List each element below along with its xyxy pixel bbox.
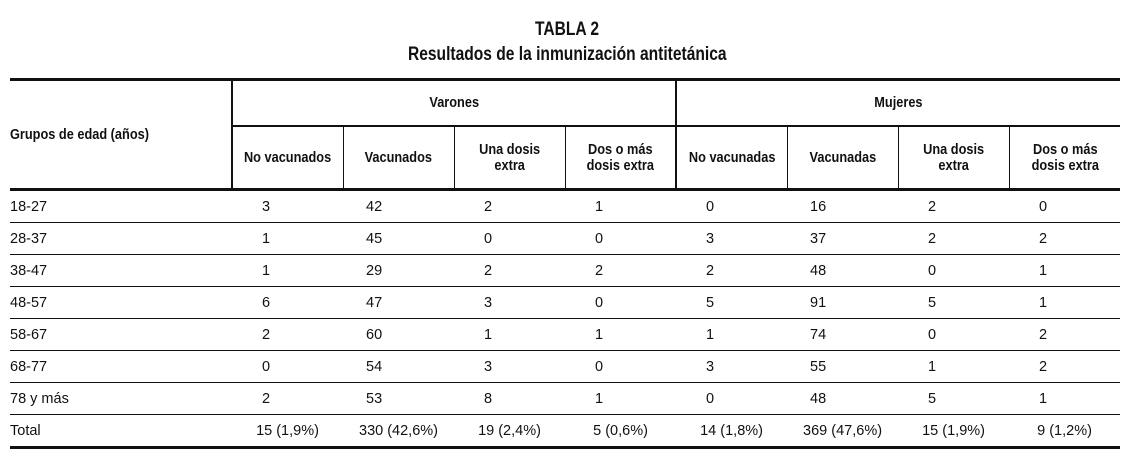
table-cell: 42 (343, 190, 454, 223)
table-cell: 2 (676, 255, 787, 287)
column-header: Una dosis extra (898, 126, 1009, 190)
table-body (10, 190, 1120, 448)
table-cell: 55 (787, 351, 898, 383)
table-cell: 3 (676, 223, 787, 255)
table-cell: 5 (676, 287, 787, 319)
total-label: Total (10, 415, 232, 448)
table-header (10, 80, 1120, 190)
row-label: 18-27 (10, 190, 232, 223)
age-group-header: Grupos de edad (años) (10, 80, 232, 190)
column-header: Dos o más dosis extra (1009, 126, 1120, 190)
total-cell: 9 (1,2%) (1009, 415, 1120, 448)
table-cell: 60 (343, 319, 454, 351)
table-caption (0, 18, 1134, 68)
table-cell: 2 (898, 223, 1009, 255)
table-row (10, 319, 1120, 351)
group-header-mujeres: Mujeres (676, 80, 1120, 127)
table-cell: 0 (676, 383, 787, 415)
table-row (10, 255, 1120, 287)
table-cell: 0 (898, 255, 1009, 287)
table-cell: 2 (565, 255, 676, 287)
table-cell: 1 (232, 255, 343, 287)
table-cell: 2 (232, 383, 343, 415)
table-cell: 48 (787, 255, 898, 287)
group-header-varones: Varones (232, 80, 676, 127)
table-cell: 1 (1009, 255, 1120, 287)
table-cell: 1 (676, 319, 787, 351)
column-header: Vacunadas (787, 126, 898, 190)
table-cell: 1 (454, 319, 565, 351)
table-cell: 0 (676, 190, 787, 223)
table-cell: 1 (565, 190, 676, 223)
table-cell: 0 (565, 287, 676, 319)
table-cell: 53 (343, 383, 454, 415)
table-cell: 5 (898, 287, 1009, 319)
table-cell: 0 (565, 351, 676, 383)
table-cell: 2 (454, 190, 565, 223)
table-cell: 37 (787, 223, 898, 255)
results-table (10, 78, 1120, 449)
table-cell: 2 (1009, 319, 1120, 351)
table-cell: 2 (1009, 223, 1120, 255)
table-cell: 0 (565, 223, 676, 255)
total-cell: 15 (1,9%) (232, 415, 343, 448)
table-cell: 1 (1009, 287, 1120, 319)
table-cell: 74 (787, 319, 898, 351)
column-header: Una dosis extra (454, 126, 565, 190)
column-header: Vacunados (343, 126, 454, 190)
table-cell: 3 (454, 287, 565, 319)
table-row (10, 223, 1120, 255)
column-header: No vacunadas (676, 126, 787, 190)
total-cell: 14 (1,8%) (676, 415, 787, 448)
table-row (10, 351, 1120, 383)
total-row (10, 415, 1120, 448)
table-cell: 3 (232, 190, 343, 223)
table-subtitle: Resultados de la inmunización antitetánica (407, 44, 727, 65)
table-cell: 2 (232, 319, 343, 351)
table-cell: 2 (898, 190, 1009, 223)
row-label: 78 y más (10, 383, 232, 415)
table-row (10, 287, 1120, 319)
column-header: No vacunados (232, 126, 343, 190)
row-label: 68-77 (10, 351, 232, 383)
row-label: 48-57 (10, 287, 232, 319)
table-cell: 47 (343, 287, 454, 319)
table-cell: 91 (787, 287, 898, 319)
table-cell: 54 (343, 351, 454, 383)
table-cell: 8 (454, 383, 565, 415)
table-cell: 0 (232, 351, 343, 383)
table-cell: 2 (1009, 351, 1120, 383)
table-cell: 1 (565, 383, 676, 415)
table-cell: 0 (454, 223, 565, 255)
table-row (10, 190, 1120, 223)
table-cell: 0 (898, 319, 1009, 351)
table-cell: 1 (232, 223, 343, 255)
table-title: TABLA 2 (534, 19, 600, 40)
total-cell: 15 (1,9%) (898, 415, 1009, 448)
table-cell: 2 (454, 255, 565, 287)
row-label: 58-67 (10, 319, 232, 351)
table-cell: 1 (898, 351, 1009, 383)
table-cell: 3 (676, 351, 787, 383)
total-cell: 5 (0,6%) (565, 415, 676, 448)
total-cell: 330 (42,6%) (343, 415, 454, 448)
table-cell: 0 (1009, 190, 1120, 223)
table-cell: 6 (232, 287, 343, 319)
table-cell: 16 (787, 190, 898, 223)
row-label: 28-37 (10, 223, 232, 255)
table-row (10, 383, 1120, 415)
total-cell: 19 (2,4%) (454, 415, 565, 448)
total-cell: 369 (47,6%) (787, 415, 898, 448)
table-cell: 1 (565, 319, 676, 351)
table-cell: 5 (898, 383, 1009, 415)
row-label: 38-47 (10, 255, 232, 287)
table-cell: 3 (454, 351, 565, 383)
table-cell: 29 (343, 255, 454, 287)
table-cell: 1 (1009, 383, 1120, 415)
table-cell: 48 (787, 383, 898, 415)
table-cell: 45 (343, 223, 454, 255)
column-header: Dos o más dosis extra (565, 126, 676, 190)
